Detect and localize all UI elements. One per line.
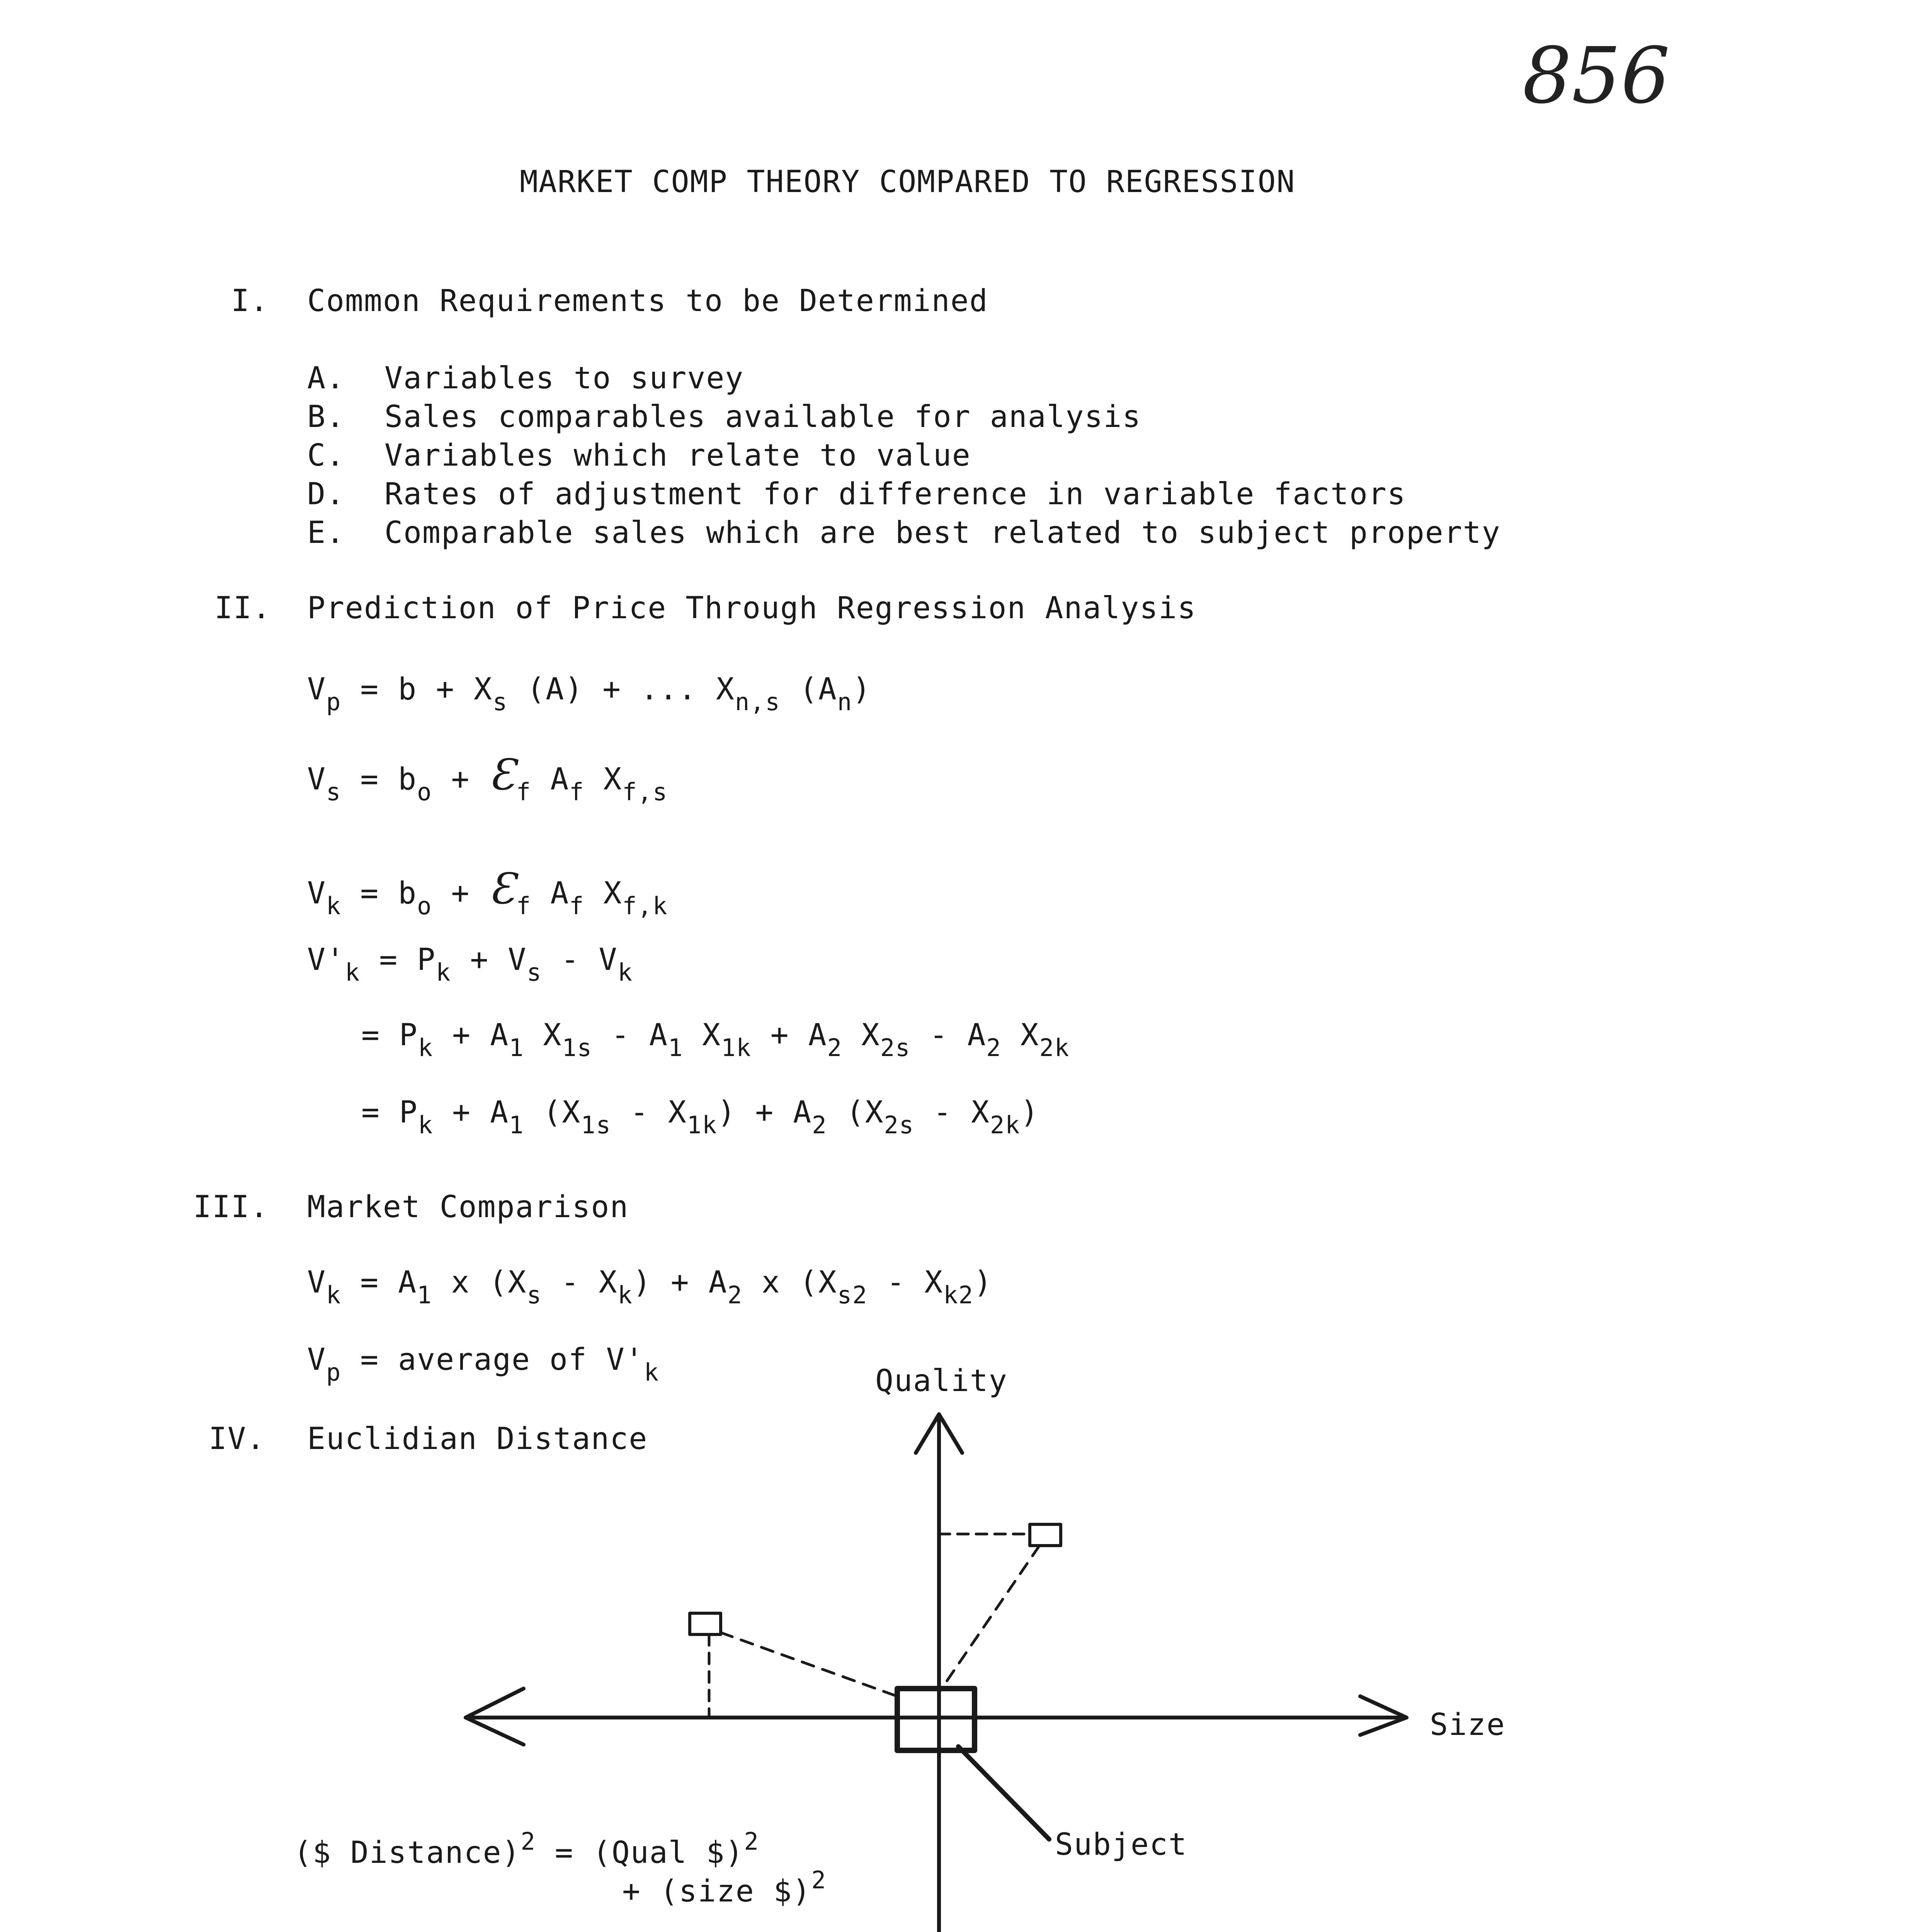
equation-factored: = $P_k + A_1$ $(X_{1s} - X_{1k}) + A_2$ $(X_{2s} - X_{2k})$ bbox=[361, 1095, 1039, 1139]
section-heading: Prediction of Price Through Regression Analysis bbox=[307, 591, 1197, 626]
list-letter: B. bbox=[307, 400, 345, 434]
section-numeral: III. bbox=[193, 1190, 269, 1225]
distance-term: ($ Distance) bbox=[294, 1835, 521, 1871]
equation-market-comparison: $V_k = A_1$ x $(X_s - X_k) + A_2$ x $(X_{s2} - X_{k2})$ bbox=[307, 1265, 993, 1309]
section-numeral: I. bbox=[231, 284, 269, 318]
page-title: MARKET COMP THEORY COMPARED TO REGRESSION bbox=[520, 165, 1296, 199]
subject-label: Subject bbox=[1055, 1827, 1187, 1862]
section-numeral: II. bbox=[214, 591, 271, 626]
equation-vk-prime: $V'_k = P_k + V_s - V_k$ bbox=[307, 942, 633, 986]
list-item: Variables which relate to value bbox=[384, 438, 971, 473]
list-letter: E. bbox=[307, 515, 345, 550]
exponent: 2 bbox=[744, 1827, 759, 1855]
section-heading: Common Requirements to be Determined bbox=[307, 284, 988, 318]
section-heading: Euclidian Distance bbox=[307, 1422, 648, 1456]
list-letter: C. bbox=[307, 438, 345, 473]
list-letter: D. bbox=[307, 477, 345, 512]
equation-vs: $V_s = b_o$ + $Ɛ_f$ $A_f$ $X_{f,s}$ bbox=[307, 750, 668, 806]
equation-vp-regression: $V_p = b + X_s$ (A) + ... $X_{n,s}$ $(A_n)$ bbox=[307, 672, 872, 716]
list-item: Variables to survey bbox=[384, 361, 744, 396]
equation-vp-average: $V_p$ = average of $V'_k$ bbox=[307, 1342, 660, 1386]
distance-formula-line1 bbox=[294, 1827, 759, 1871]
comparable-left-distance bbox=[721, 1633, 897, 1696]
page-number: 856 bbox=[1522, 31, 1670, 121]
list-item: Rates of adjustment for difference in variable factors bbox=[384, 477, 1406, 512]
list-item: Comparable sales which are best related to subject property bbox=[384, 515, 1501, 550]
distance-formula-line2 bbox=[622, 1866, 827, 1909]
y-axis-label: Quality bbox=[875, 1364, 1008, 1398]
subject-pointer bbox=[958, 1747, 1049, 1839]
equation-vk: $V_k = b_o$ + $Ɛ_f$ $A_f$ $X_{f,k}$ bbox=[307, 864, 668, 920]
list-letter: A. bbox=[307, 361, 345, 396]
comparable-box-right bbox=[1030, 1524, 1061, 1546]
section-numeral: IV. bbox=[209, 1422, 265, 1456]
exponent: 2 bbox=[811, 1866, 827, 1894]
equation-expansion: = $P_k + A_1$ $X_{1s} - A_1$ $X_{1k} + A_2$ $X_{2s} - A_2$ $X_{2k}$ bbox=[361, 1018, 1070, 1062]
comparable-box-left bbox=[690, 1613, 721, 1634]
list-item: Sales comparables available for analysis bbox=[384, 400, 1141, 434]
quality-term: = (Qual $) bbox=[555, 1835, 744, 1871]
x-axis-label: Size bbox=[1430, 1708, 1505, 1742]
average-text: = average of bbox=[360, 1342, 587, 1377]
section-heading: Market Comparison bbox=[307, 1190, 629, 1225]
comparable-right-distance bbox=[939, 1546, 1039, 1692]
exponent: 2 bbox=[521, 1827, 536, 1855]
size-term: + (size $) bbox=[622, 1874, 811, 1909]
